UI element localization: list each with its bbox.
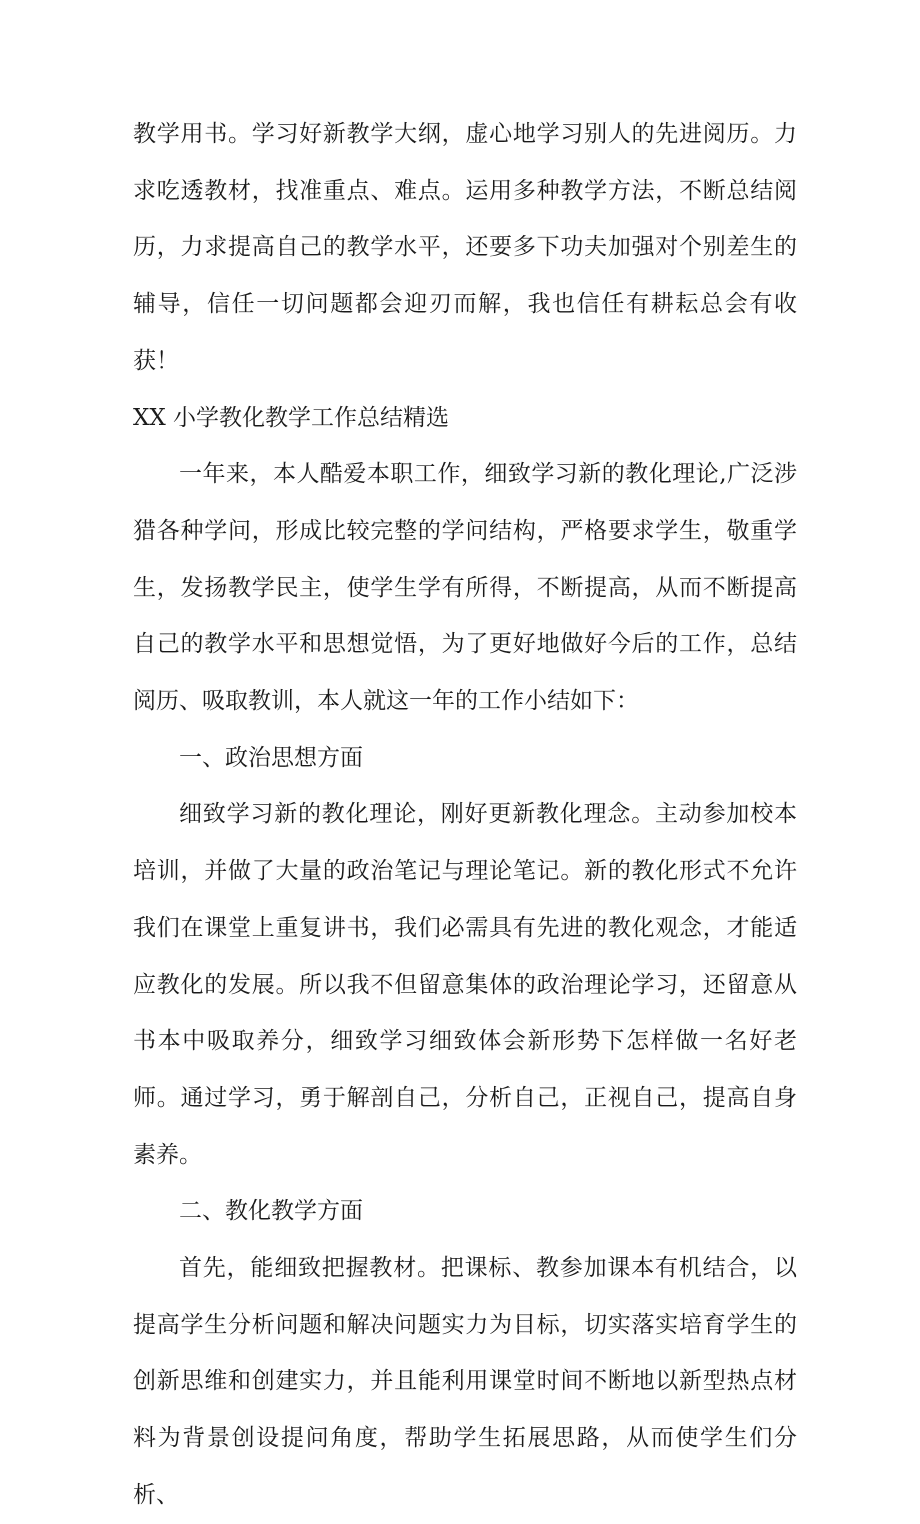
paragraph-section-2: 首先，能细致把握教材。把课标、教参加课本有机结合，以提高学生分析问题和解决问题实力为目标，切实落实培育学生的创新思维和创建实力，并且能利用课堂时间不断地以新型热点材料为背景创设提问角度，帮助学生拓展思路，从而使学生们分析、 xyxy=(133,1255,797,1508)
document-title: XX 小学教化教学工作总结精选 xyxy=(133,404,450,431)
section-heading-2: 二、教化教学方面 xyxy=(179,1198,363,1225)
document-body xyxy=(133,106,797,1524)
paragraph-section-1: 细致学习新的教化理论，刚好更新教化理念。主动参加校本培训，并做了大量的政治笔记与理论笔记。新的教化形式不允许我们在课堂上重复讲书，我们必需具有先进的教化观念，才能适应教化的发展。所以我不但留意集体的政治理论学习，还留意从书本中吸取养分，细致学习细致体会新形势下怎样做一名好老师。通过学习，勇于解剖自己，分析自己，正视自己，提高自身素养。 xyxy=(133,801,797,1168)
paragraph-intro: 一年来，本人酷爱本职工作，细致学习新的教化理论,广泛涉猎各种学问，形成比较完整的学问结构，严格要求学生，敬重学生，发扬教学民主，使学生学有所得，不断提高，从而不断提高自己的教学水平和思想觉悟，为了更好地做好今后的工作，总结阅历、吸取教训，本人就这一年的工作小结如下： xyxy=(133,461,797,715)
section-heading-1: 一、政治思想方面 xyxy=(179,744,363,771)
paragraph-continuation: 教学用书。学习好新教学大纲，虚心地学习别人的先进阅历。力求吃透教材，找准重点、难点。运用多种教学方法，不断总结阅历，力求提高自己的教学水平，还要多下功夫加强对个别差生的辅导，信任一切问题都会迎刃而解，我也信任有耕耘总会有收获！ xyxy=(133,121,797,374)
